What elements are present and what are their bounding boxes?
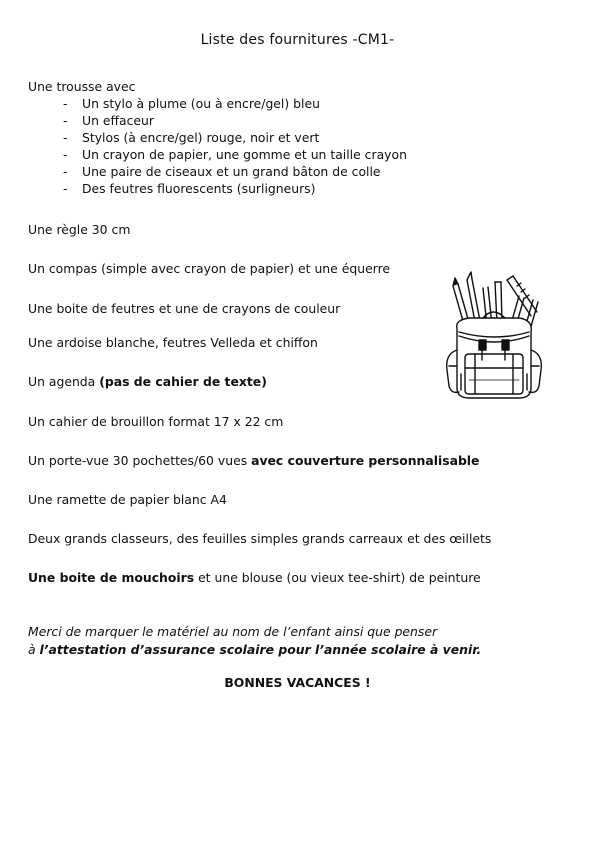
item-agenda (28, 374, 267, 389)
note-line-1: Merci de marquer le matériel au nom de l’enfant ainsi que penser (28, 624, 438, 639)
item-agenda-emphasis: (pas de cahier de texte) (99, 374, 267, 389)
note-line-2-emphasis: l’attestation d’assurance scolaire pour l’année scolaire à venir. (39, 642, 482, 657)
dash-marker: - (63, 147, 68, 162)
list-item (63, 112, 407, 129)
trousse-heading: Une trousse avec (28, 79, 136, 94)
list-item (63, 180, 407, 197)
list-item (63, 146, 407, 163)
dash-marker: - (63, 164, 68, 179)
item-agenda-text: Un agenda (28, 374, 100, 389)
item-regle: Une règle 30 cm (28, 222, 131, 237)
item-porte-vue-emphasis: avec couverture personnalisable (251, 453, 480, 468)
list-item-text: Un crayon de papier, une gomme et un taille crayon (82, 147, 407, 162)
item-porte-vue-text: Un porte-vue 30 pochettes/60 vues (28, 453, 252, 468)
item-porte-vue (28, 453, 479, 468)
item-compas: Un compas (simple avec crayon de papier) et une équerre (28, 261, 391, 276)
list-item-text: Un stylo à plume (ou à encre/gel) bleu (82, 96, 320, 111)
item-ardoise: Une ardoise blanche, feutres Velleda et chiffon (28, 335, 318, 350)
page-title: Liste des fournitures -CM1- (200, 32, 395, 48)
list-item (63, 129, 407, 146)
item-mouchoirs-emphasis: Une boite de mouchoirs (28, 570, 195, 585)
list-item-text: Un effaceur (82, 113, 154, 128)
school-backpack-icon (435, 270, 545, 405)
closing-note (28, 623, 481, 659)
item-mouchoirs-text: et une blouse (ou vieux tee-shirt) de peinture (194, 570, 481, 585)
list-item-text: Des feutres fluorescents (surligneurs) (82, 181, 316, 196)
trousse-items-list (63, 95, 407, 197)
dash-marker: - (63, 96, 68, 111)
list-item (63, 95, 407, 112)
list-item (63, 163, 407, 180)
item-classeurs: Deux grands classeurs, des feuilles simples grands carreaux et des œillets (28, 531, 492, 546)
list-item-text: Une paire de ciseaux et un grand bâton de colle (82, 164, 381, 179)
item-boite-feutres: Une boite de feutres et une de crayons de couleur (28, 301, 341, 316)
closing-greeting: BONNES VACANCES ! (224, 675, 371, 690)
note-line-2 (28, 641, 481, 659)
dash-marker: - (63, 130, 68, 145)
item-mouchoirs (28, 570, 481, 585)
item-cahier: Un cahier de brouillon format 17 x 22 cm (28, 414, 284, 429)
list-item-text: Stylos (à encre/gel) rouge, noir et vert (82, 130, 320, 145)
item-ramette: Une ramette de papier blanc A4 (28, 492, 227, 507)
dash-marker: - (63, 113, 68, 128)
note-line-2-text: à (28, 642, 40, 657)
dash-marker: - (63, 181, 68, 196)
